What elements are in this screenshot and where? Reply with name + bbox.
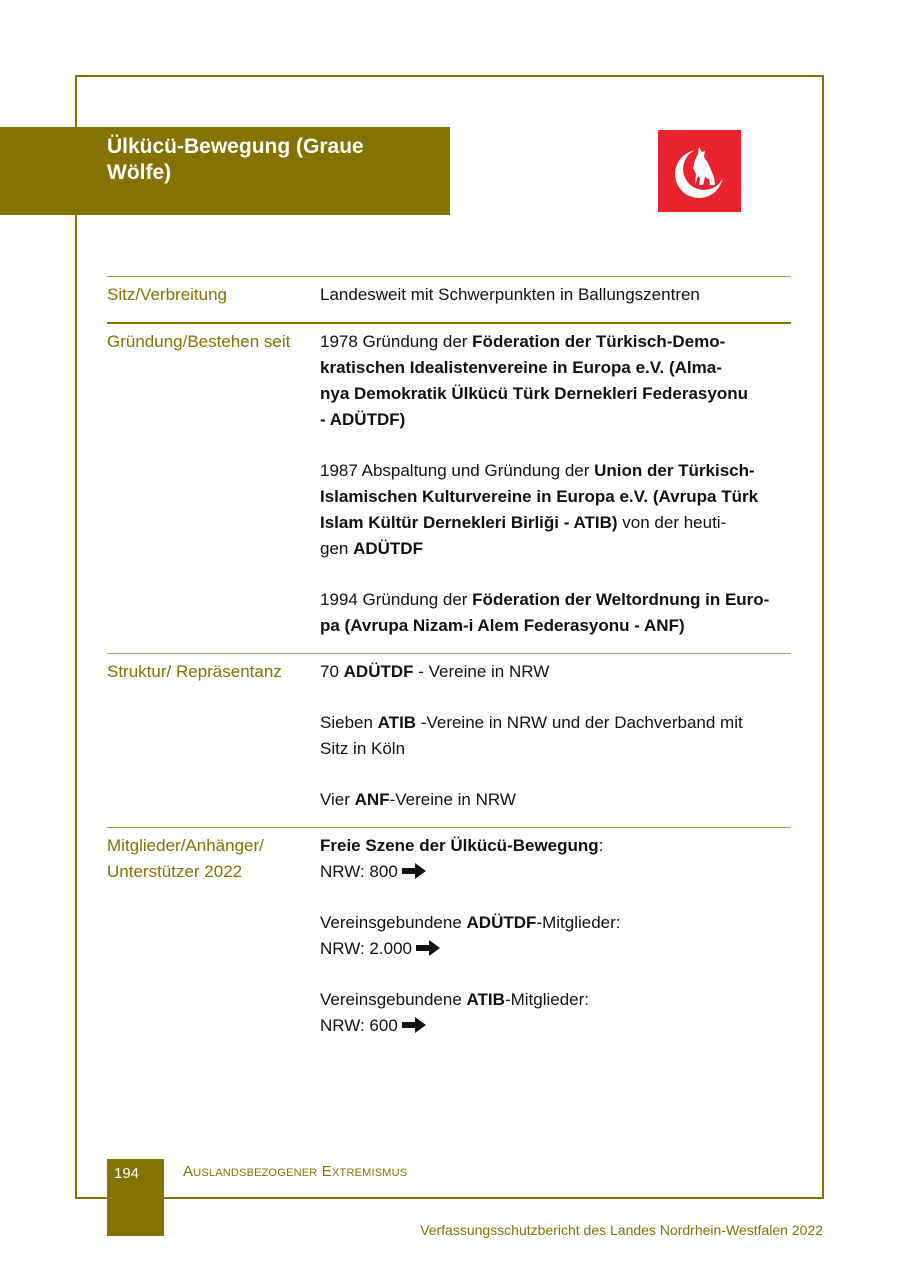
text: Vereinsgebundene bbox=[320, 913, 467, 932]
text: Vereinsgebundene bbox=[320, 990, 467, 1009]
text: gen bbox=[320, 539, 354, 558]
org-name: ADÜTDF bbox=[353, 539, 423, 558]
text: Vier bbox=[320, 790, 355, 809]
arrow-right-icon bbox=[416, 940, 440, 956]
label-gruendung: Gründung/Bestehen seit bbox=[107, 332, 291, 351]
text: 1978 Gründung der bbox=[320, 332, 473, 351]
org-name: Islam Kültür Dernekleri Birliği - ATIB) bbox=[320, 513, 618, 532]
publication-footer: Verfassungsschutzbericht des Landes Nordrhein-Westfalen 2022 bbox=[420, 1222, 823, 1238]
text: 1987 Abspaltung und Gründung der bbox=[320, 461, 595, 480]
org-abbrev: ATIB bbox=[466, 990, 505, 1009]
text: : bbox=[598, 836, 604, 855]
row-sitz bbox=[107, 276, 791, 322]
gruendung-paragraph-1978 bbox=[320, 329, 791, 433]
org-name: Islamischen Kulturvereine in Europa e.V. (Avrupa Türk bbox=[320, 487, 759, 506]
member-count: NRW: 600 bbox=[320, 1016, 398, 1035]
content-struktur bbox=[320, 659, 791, 827]
org-abbrev: ADÜTDF bbox=[343, 662, 414, 681]
gruendung-paragraph-1987 bbox=[320, 458, 791, 562]
fact-table bbox=[107, 276, 791, 1053]
org-abbrev: ADÜTDF bbox=[466, 913, 537, 932]
content-gruendung bbox=[320, 329, 791, 653]
sitz-text: Landesweit mit Schwerpunkten in Ballungszentren bbox=[320, 285, 700, 304]
members-free-scene bbox=[320, 833, 791, 885]
org-name: nya Demokratik Ülkücü Türk Dernekleri Federasyonu bbox=[320, 384, 748, 403]
content-sitz bbox=[320, 282, 791, 308]
struktur-anf bbox=[320, 787, 791, 813]
label-line: Unterstützer 2022 bbox=[107, 862, 243, 881]
label-mitglieder bbox=[107, 833, 320, 1053]
row-mitglieder bbox=[107, 827, 791, 1053]
struktur-atib bbox=[320, 710, 791, 762]
members-atib bbox=[320, 987, 791, 1039]
org-abbrev: ANF bbox=[354, 790, 390, 809]
org-name: Föderation der Türkisch-Demo- bbox=[472, 332, 726, 351]
text: -Vereine in NRW und der Dachverband mit bbox=[416, 713, 743, 732]
running-head: Auslandsbezogener Extremismus bbox=[183, 1163, 408, 1180]
row-struktur bbox=[107, 653, 791, 827]
org-name: kratischen Idealistenvereine in Europa e.V. (Alma- bbox=[320, 358, 722, 377]
label-line: Mitglieder/Anhänger/ bbox=[107, 836, 264, 855]
text: 1994 Gründung der bbox=[320, 590, 473, 609]
page-number: 194 bbox=[107, 1159, 164, 1236]
org-name: Föderation der Weltordnung in Euro- bbox=[472, 590, 770, 609]
org-name: Freie Szene der Ülkücü-Bewegung bbox=[320, 836, 599, 855]
text: Sieben bbox=[320, 713, 378, 732]
grey-wolf-emblem-icon bbox=[658, 130, 741, 212]
org-name: - ADÜTDF) bbox=[320, 410, 406, 429]
label-struktur: Struktur/ Repräsentanz bbox=[107, 662, 282, 681]
arrow-right-icon bbox=[402, 863, 426, 879]
text: von der heuti- bbox=[617, 513, 727, 532]
org-name: pa (Avrupa Nizam-i Alem Federasyonu - ANF) bbox=[320, 616, 685, 635]
struktur-adutdf bbox=[320, 659, 791, 685]
member-count: NRW: 2.000 bbox=[320, 939, 412, 958]
org-name: Union der Türkisch- bbox=[594, 461, 755, 480]
members-adutdf bbox=[320, 910, 791, 962]
section-title bbox=[0, 127, 450, 215]
text: -Mitglieder: bbox=[504, 990, 590, 1009]
text: - Vereine in NRW bbox=[413, 662, 550, 681]
text: -Mitglieder: bbox=[536, 913, 621, 932]
text: Sitz in Köln bbox=[320, 739, 406, 758]
row-gruendung bbox=[107, 322, 791, 653]
arrow-right-icon bbox=[402, 1017, 426, 1033]
gruendung-paragraph-1994 bbox=[320, 587, 791, 639]
section-title-line-1: Ülkücü-Bewegung (Graue bbox=[107, 135, 364, 158]
member-count: NRW: 800 bbox=[320, 862, 398, 881]
content-mitglieder bbox=[320, 833, 791, 1053]
label-sitz: Sitz/Verbreitung bbox=[107, 285, 228, 304]
org-abbrev: ATIB bbox=[377, 713, 417, 732]
text: -Vereine in NRW bbox=[389, 790, 516, 809]
section-title-line-2: Wölfe) bbox=[107, 161, 172, 184]
text: 70 bbox=[320, 662, 344, 681]
